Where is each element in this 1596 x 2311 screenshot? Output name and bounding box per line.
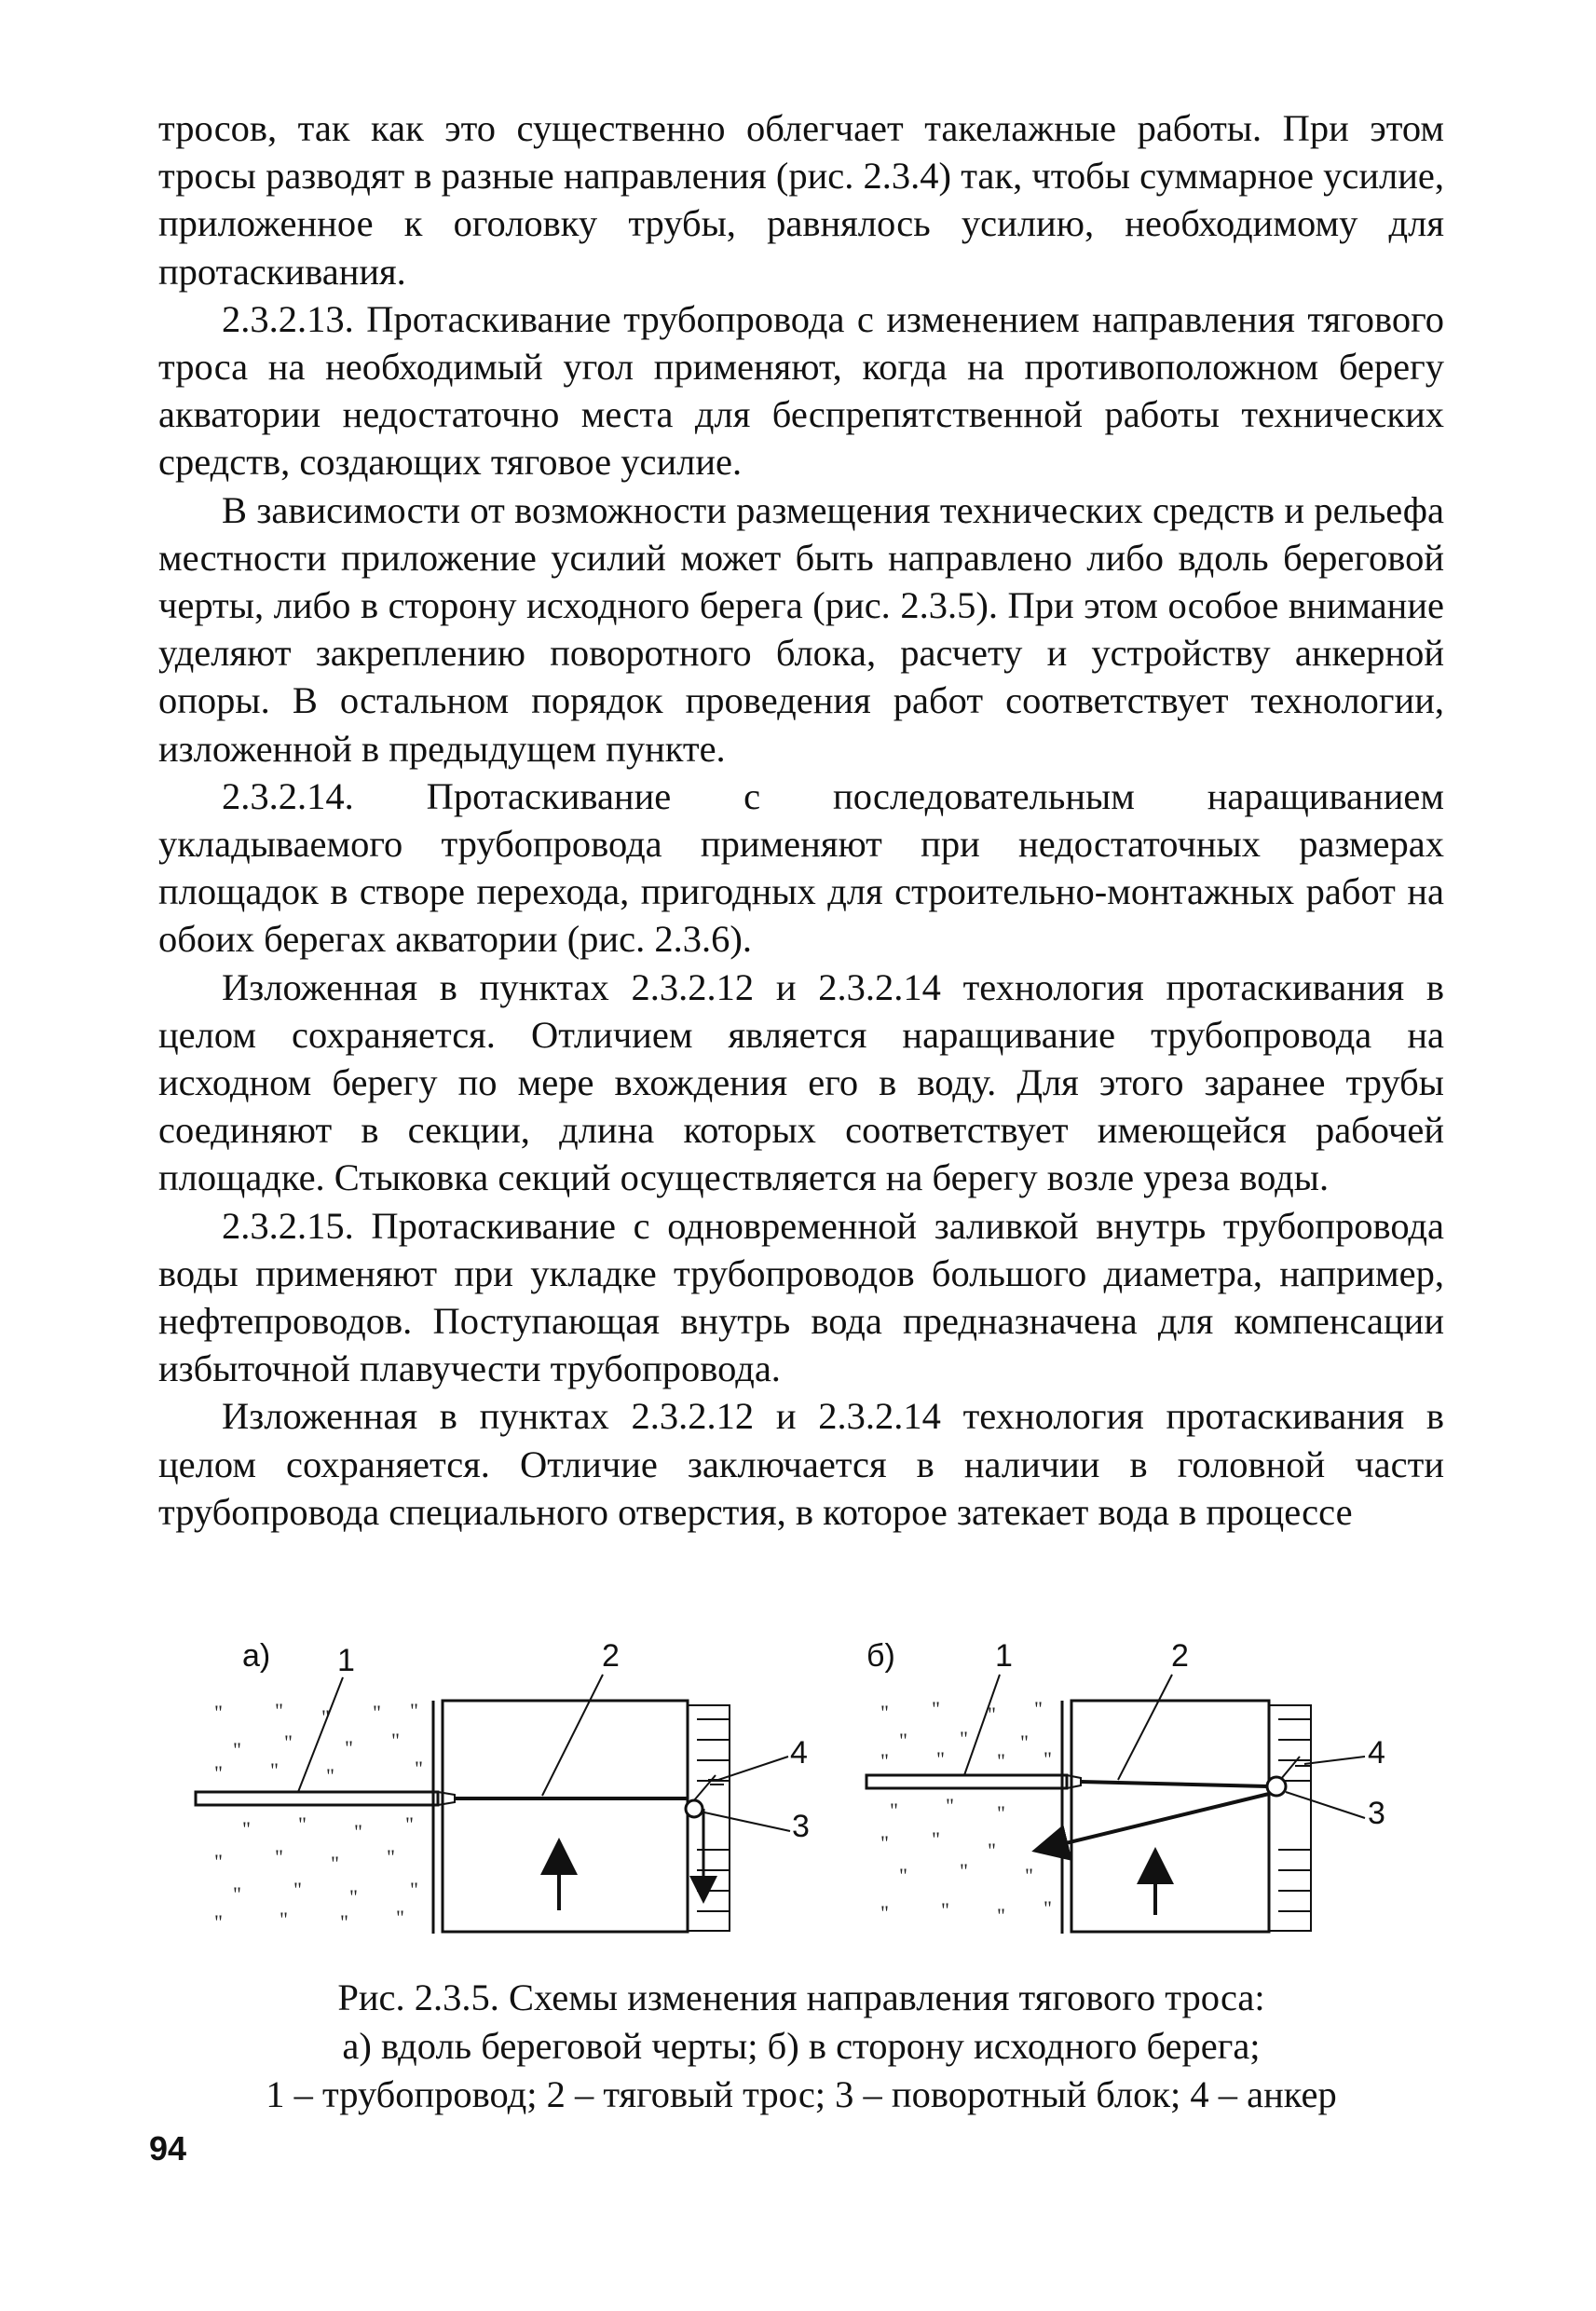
svg-text:": " — [936, 1747, 945, 1771]
svg-text:": " — [340, 1910, 348, 1934]
panel-b-label: б) — [866, 1638, 895, 1674]
svg-text:": " — [233, 1738, 241, 1761]
svg-text:": " — [880, 1701, 889, 1724]
caption-line: 1 – трубопровод; 2 – тяговый трос; 3 – поворотный блок; 4 – анкер — [266, 2073, 1337, 2115]
svg-text:": " — [988, 1839, 996, 1862]
svg-text:": " — [373, 1701, 381, 1724]
svg-text:": " — [988, 1702, 996, 1726]
bank-hatching-b — [1278, 1719, 1311, 1911]
svg-text:": " — [349, 1885, 358, 1908]
paragraph: Изложенная в пунктах 2.3.2.12 и 2.3.2.14 технология протаскивания в целом сохраняется. Отличие заключается в наличии в головной части трубопровода специального отверстия, в которое затекает вода в процессе — [158, 1395, 1444, 1533]
soil-hatching-a — [214, 1699, 423, 1934]
svg-text:": " — [396, 1906, 404, 1929]
svg-text:": " — [391, 1729, 400, 1752]
callout-4-a: 4 — [790, 1735, 808, 1771]
svg-text:": " — [1044, 1896, 1052, 1920]
callout-2-a: 2 — [602, 1638, 620, 1674]
svg-text:": " — [405, 1812, 414, 1836]
svg-text:": " — [997, 1904, 1005, 1927]
svg-text:": " — [280, 1908, 288, 1931]
svg-text:": " — [275, 1845, 283, 1868]
svg-text:": " — [932, 1697, 940, 1720]
svg-text:": " — [899, 1729, 907, 1752]
svg-text:": " — [410, 1699, 418, 1722]
svg-text:": " — [1025, 1864, 1033, 1887]
svg-text:": " — [214, 1910, 223, 1934]
svg-text:": " — [214, 1850, 223, 1873]
callout-3-b: 3 — [1368, 1796, 1385, 1831]
svg-text:": " — [284, 1730, 293, 1754]
caption-line: а) вдоль береговой черты; б) в сторону исходного берега; — [342, 2025, 1261, 2067]
page-number: 94 — [149, 2129, 187, 2167]
paragraph: 2.3.2.14. Протаскивание с последовательным наращиванием укладываемого трубопровода применяют при недостаточных размерах площадок в створе перехода, пригодных для строительно-монтажных работ на обоих берегах акватории (рис. 2.3.6). — [158, 774, 1444, 961]
callout-1-a: 1 — [337, 1643, 355, 1678]
svg-text:": " — [880, 1749, 889, 1772]
svg-text:": " — [270, 1758, 279, 1782]
svg-text:": " — [415, 1757, 423, 1780]
svg-text:": " — [326, 1764, 334, 1787]
panel-a — [196, 1638, 810, 1934]
svg-text:": " — [387, 1845, 395, 1868]
svg-text:": " — [960, 1727, 968, 1750]
svg-text:": " — [880, 1831, 889, 1854]
callout-3-a: 3 — [792, 1809, 810, 1844]
figure-diagram — [186, 1626, 1425, 1962]
svg-text:": " — [890, 1798, 898, 1822]
pipeline-b — [866, 1775, 1067, 1788]
svg-text:": " — [298, 1812, 307, 1836]
paragraph: 2.3.2.15. Протаскивание с одновременной заливкой внутрь трубопровода воды применяют при укладке трубопроводов большого диаметра, например, нефтепроводов. Поступающая внутрь вода предназначена для компенсации избыточной плавучести трубопровода. — [158, 1204, 1444, 1390]
panel-b — [866, 1638, 1385, 1934]
paragraph: Изложенная в пунктах 2.3.2.12 и 2.3.2.14 технология протаскивания в целом сохраняется. Отличием является наращивание трубопровода на исходном берегу по мере вхождения его в воду. Для этого заранее трубы соединяют в секции, длина которых соответствует имеющейся рабочей площадке. Стыковка секций осуществляется на берегу возле уреза воды. — [158, 965, 1444, 1199]
svg-text:": " — [275, 1699, 283, 1722]
callout-2-b: 2 — [1171, 1638, 1189, 1674]
svg-text:": " — [331, 1852, 339, 1875]
water-area-a — [443, 1701, 688, 1932]
svg-text:": " — [321, 1705, 330, 1729]
pull-cable-b — [1081, 1782, 1267, 1786]
paragraph: тросов, так как это существенно облегчает такелажные работы. При этом тросы разводят в разные направления (рис. 2.3.4) так, чтобы суммарное усилие, приложенное к оголовку трубы, равнялось усилию, необходимому для протаскивания. — [158, 107, 1444, 293]
svg-text:": " — [345, 1736, 353, 1759]
cable-to-origin-bank — [1039, 1794, 1269, 1850]
svg-text:": " — [960, 1859, 968, 1882]
paragraph: 2.3.2.13. Протаскивание трубопровода с изменением направления тягового троса на необходимый угол применяют, когда на противоположном берегу акватории недостаточно места для беспрепятственной работы технических средств, создающих тяговое усилие. — [158, 297, 1444, 484]
caption-line: Рис. 2.3.5. Схемы изменения направления тягового троса: — [337, 1976, 1265, 2018]
svg-text:": " — [293, 1878, 302, 1901]
svg-text:": " — [214, 1701, 223, 1724]
svg-text:": " — [242, 1817, 251, 1840]
callout-1-b: 1 — [995, 1638, 1013, 1674]
svg-text:": " — [214, 1761, 223, 1785]
svg-text:": " — [410, 1878, 418, 1901]
svg-text:": " — [1034, 1697, 1043, 1720]
body-text — [158, 104, 1444, 1536]
figure-caption — [158, 1974, 1444, 2119]
svg-text:": " — [1020, 1730, 1029, 1754]
svg-text:": " — [941, 1898, 949, 1921]
svg-text:": " — [880, 1901, 889, 1924]
callout-4-b: 4 — [1368, 1735, 1385, 1771]
svg-text:": " — [233, 1882, 241, 1906]
svg-text:": " — [946, 1794, 954, 1817]
pulley-a — [686, 1800, 703, 1817]
figure-2-3-5 — [186, 1626, 1425, 1962]
svg-text:": " — [997, 1801, 1005, 1825]
svg-text:": " — [899, 1864, 907, 1887]
svg-text:": " — [997, 1749, 1005, 1772]
paragraph: В зависимости от возможности размещения технических средств и рельефа местности приложение усилий может быть направлено либо вдоль береговой черты, либо в сторону исходного берега (рис. 2.3.5). При этом особое внимание уделяют закреплению поворотного блока, расчету и устройству анкерной опоры. В остальном порядок проведения работ соответствует технологии, изложенной в предыдущем пункте. — [158, 488, 1444, 770]
pulley-b — [1267, 1777, 1286, 1796]
svg-text:": " — [932, 1827, 940, 1851]
soil-hatching-b — [880, 1697, 1052, 1927]
svg-text:": " — [354, 1820, 362, 1843]
panel-a-label: а) — [242, 1638, 271, 1674]
pipeline-a — [196, 1792, 438, 1805]
svg-text:": " — [1044, 1747, 1052, 1771]
